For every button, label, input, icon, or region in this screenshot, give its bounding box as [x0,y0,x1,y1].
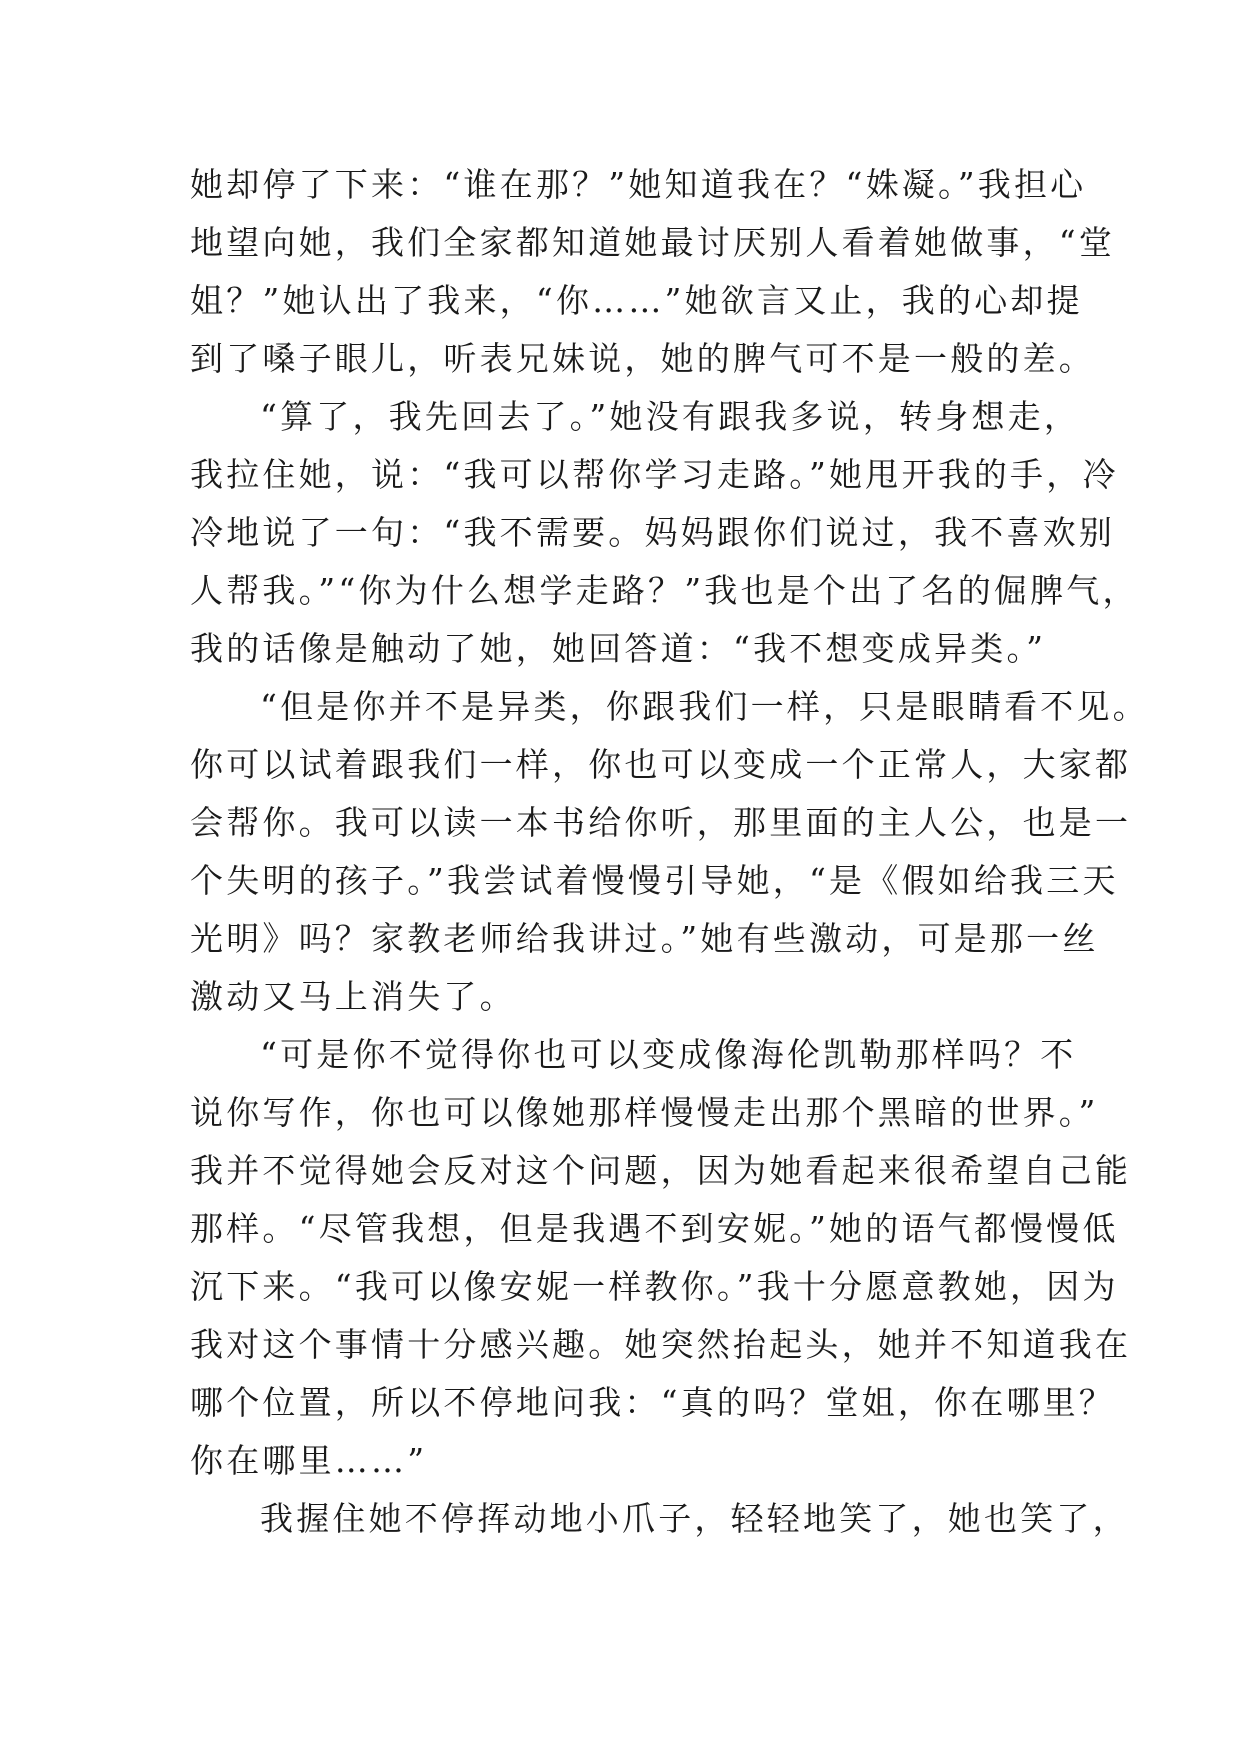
text-line: 激动又马上消失了。 [190,977,516,1016]
text-line: 我的话像是触动了她，她回答道：“我不想变成异类。” [190,629,1047,668]
text-line: 我对这个事情十分感兴趣。她突然抬起头，她并不知道我在 [190,1325,1132,1364]
text-line: “算了，我先回去了。”她没有跟我多说，转身想走， [260,397,1081,436]
text-line: 光明》吗？家教老师给我讲过。”她有些激动，可是那一丝 [190,919,1099,958]
text-line: 哪个位置，所以不停地问我：“真的吗？堂姐，你在哪里？ [190,1383,1116,1422]
text-line: 我拉住她，说：“我可以帮你学习走路。”她甩开我的手，冷 [190,455,1119,494]
text-line: 说你写作，你也可以像她那样慢慢走出那个黑暗的世界。” [190,1093,1099,1132]
text-line: 那样。“尽管我想，但是我遇不到安妮。”她的语气都慢慢低 [190,1209,1119,1248]
text-line: 到了嗓子眼儿，听表兄妹说，她的脾气可不是一般的差。 [190,339,1095,378]
text-line: 我握住她不停挥动地小爪子，轻轻地笑了，她也笑了， [260,1499,1129,1538]
text-line: 我并不觉得她会反对这个问题，因为她看起来很希望自己能 [190,1151,1132,1190]
document-body [190,156,1149,1548]
text-line: 她却停了下来：“谁在那？”她知道我在？“姝凝。”我担心 [190,165,1087,204]
text-line: 个失明的孩子。”我尝试着慢慢引导她，“是《假如给我三天 [190,861,1119,900]
text-line: 人帮我。”“你为什么想学走路？”我也是个出了名的倔脾气， [190,571,1139,610]
text-line: 你在哪里……” [190,1441,428,1480]
text-line: “可是你不觉得你也可以变成像海伦凯勒那样吗？不 [260,1035,1077,1074]
text-line: 冷地说了一句：“我不需要。妈妈跟你们说过，我不喜欢别 [190,513,1116,552]
text-line: 会帮你。我可以读一本书给你听，那里面的主人公，也是一 [190,803,1132,842]
text-line: “但是你并不是异类，你跟我们一样，只是眼睛看不见。 [260,687,1149,726]
text-line: 姐？”她认出了我来，“你……”她欲言又止，我的心却提 [190,281,1083,320]
text-line: 地望向她，我们全家都知道她最讨厌别人看着她做事，“堂 [190,223,1116,262]
text-line: 沉下来。“我可以像安妮一样教你。”我十分愿意教她，因为 [190,1267,1119,1306]
text-line: 你可以试着跟我们一样，你也可以变成一个正常人，大家都 [190,745,1132,784]
